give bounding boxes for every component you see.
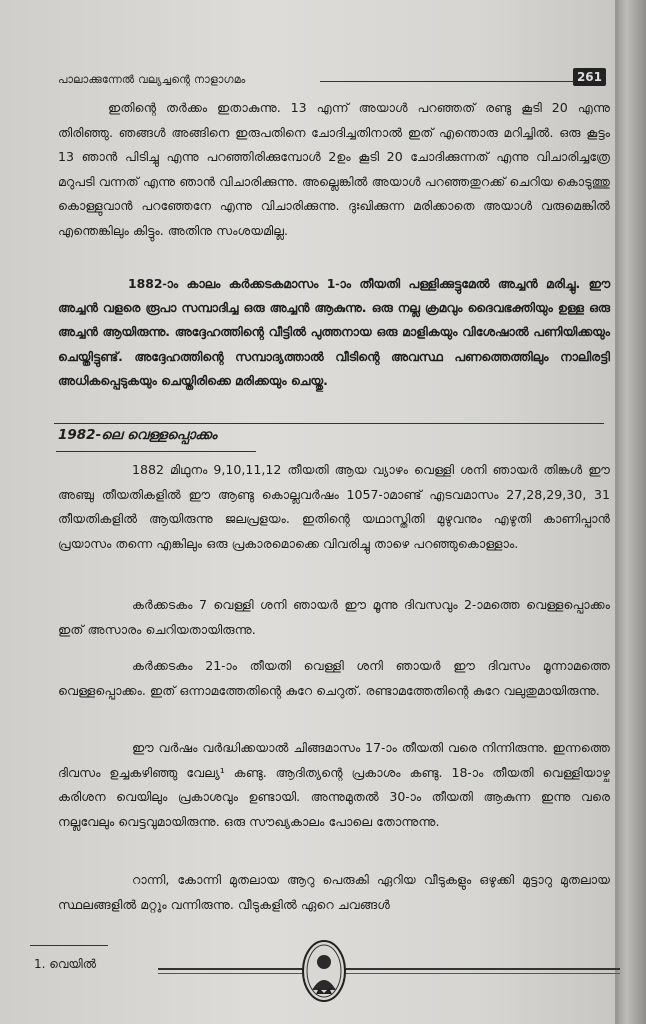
footer-rule-thick xyxy=(158,968,620,970)
page-edge-line xyxy=(615,0,618,1024)
footnote: 1. വെയിൽ xyxy=(34,957,97,971)
section-heading-underline xyxy=(56,451,256,452)
section-rule-top xyxy=(54,423,604,424)
portrait-emblem-icon xyxy=(300,938,348,1004)
footer-rule-thin xyxy=(158,973,620,974)
section-heading: 1982-ലെ വെള്ളപ്പൊക്കം xyxy=(58,427,217,443)
paragraph-7: റാന്നി, കോന്നി മുതലായ ആറു പെരുകി ഏറിയ വീടുകളും ഒഴുക്കി മുട്ടാറു മുതലായ സ്ഥലങ്ങളിൽ മറ്റും വന്നിരുന്നു. വീടുകളിൽ ഏറെ ചവങ്ങൾ xyxy=(58,872,610,912)
paragraph-3: 1882 മിഥുനം 9,10,11,12 തീയതി ആയ വ്യാഴം വെള്ളി ശനി ഞായർ തിങ്കൾ ഈ അഞ്ചു തീയതികളിൽ ഈ ആണ്ടു കൊല്ലവർഷം 1057-ാമാണ്ട് എടവമാസം 27,28,29,30, 31 തീയതികളിൽ ആയിരുന്നു ജലപ്രളയം. ഇതിന്റെ യഥാസ്തിതി മുഴുവനും എഴുതി കാണിപ്പാൻ പ്രയാസം തന്നെ എങ്കിലും ഒരു പ്രകാരമൊക്കെ വിവരിച്ചു താഴെ പറഞ്ഞുകൊള്ളാം. xyxy=(58,462,610,551)
running-header xyxy=(58,70,602,92)
footnote-rule xyxy=(30,945,108,946)
paragraph-4: കർക്കടകം 7 വെള്ളി ശനി ഞായർ ഈ മൂന്നു ദിവസവും 2-ാമത്തെ വെള്ളപ്പൊക്കം ഇത് അസാരം ചെറിയതായിരുന്നു. xyxy=(58,597,610,637)
header-rule xyxy=(320,81,584,82)
paragraph-1: ഇതിന്റെ തർക്കം ഇതാകുന്നു. 13 എന്ന് അയാൾ പറഞ്ഞത് രണ്ടു കൂടി 20 എന്നു തിരിഞ്ഞു. ഞങ്ങൾ അങ്ങിനെ ഇരുപതിനെ ചോദിച്ചതിനാൽ ഇത് എന്തൊരു മറിച്ചിൽ. ഒരു കൂട്ടം 13 ഞാൻ പിടിച്ചു എന്നു പറഞ്ഞിരിക്കുമ്പോൾ 2ഉം കൂടി 20 ചോദിക്കുന്നത് എന്നു വിചാരിച്ചത്രേ മറുപടി വന്നത് എന്നു ഞാൻ വിചാരിക്കുന്നു. അല്ലെങ്കിൽ അയാൾ പറഞ്ഞതുറക്ക് ചെറിയ കൊടുത്തു കൊള്ളുവാൻ പറഞ്ഞേനേ എന്നു വിചാരിക്കുന്നു. ദുഃഖിക്കുന്ന മരിക്കാതെ അയാൾ വരുമെങ്കിൽ എന്തെങ്കിലും കിട്ടും. അതിനു സംശയമില്ല. xyxy=(58,100,610,238)
paragraph-5: കർക്കടകം 21-ാം തീയതി വെള്ളി ശനി ഞായർ ഈ ദിവസം മൂന്നാമത്തെ വെള്ളപ്പൊക്കം. ഇത് ഒന്നാമത്തേതിന്റെ കുറേ ചെറുത്. രണ്ടാമത്തേതിന്റെ കുറേ വലുതുമായിരുന്നു. xyxy=(58,658,610,698)
page-edge-shadow xyxy=(618,0,646,1024)
paragraph-6: ഈ വർഷം വർദ്ധിക്കയാൽ ചിങ്ങമാസം 17-ാം തീയതി വരെ നിന്നിരുന്നു. ഇന്നത്തെ ദിവസം ഉച്ചകഴിഞ്ഞു വേല്യ¹ കണ്ടു. ആദിത്യന്റെ പ്രകാശം കണ്ടു. 18-ാം തീയതി വെള്ളിയാഴ്ച കരിശന വെയിലും പ്രകാശവും ഉണ്ടായി. അന്നുമുതൽ 30-ാം തീയതി ആകുന്ന ഇന്നു വരെ നല്ലവേലും വെട്ടവുമായിരുന്നു. ഒരു സൗഖ്യകാലം പോലെ തോന്നുന്നു. xyxy=(58,740,610,829)
running-header-title: പാലാക്കുന്നേൽ വല്യച്ചന്റെ നാളാഗമം xyxy=(58,73,246,86)
page-number: 261 xyxy=(573,68,606,86)
paragraph-2-bold: 1882-ാം കാലം കർക്കടകമാസം 1-ാം തീയതി പള്ളിക്കുട്ടുമേൽ അച്ചൻ മരിച്ചു. ഈ അച്ചൻ വളരെ രൂപാ സമ്പാദിച്ച ഒരു അച്ചൻ ആകുന്നു. ഒരു നല്ല ക്രമവും ദൈവഭക്തിയും ഉള്ള ഒരു അച്ചൻ ആയിരുന്നു. അദ്ദേഹത്തിന്റെ വീട്ടിൽ പുത്തനായ ഒരു മാളികയും വിശേഷാൽ പണിയിക്കയും ചെയ്തിട്ടുണ്ട്. അദ്ദേഹത്തിന്റെ സമ്പാദ്യത്താൽ വീടിന്റെ അവസ്ഥ പണത്തെത്തിലും നാലിരട്ടി അധികപ്പെടുകയും ചെയ്തിരിക്കെ മരിക്കയും ചെയ്തു. xyxy=(58,276,610,388)
